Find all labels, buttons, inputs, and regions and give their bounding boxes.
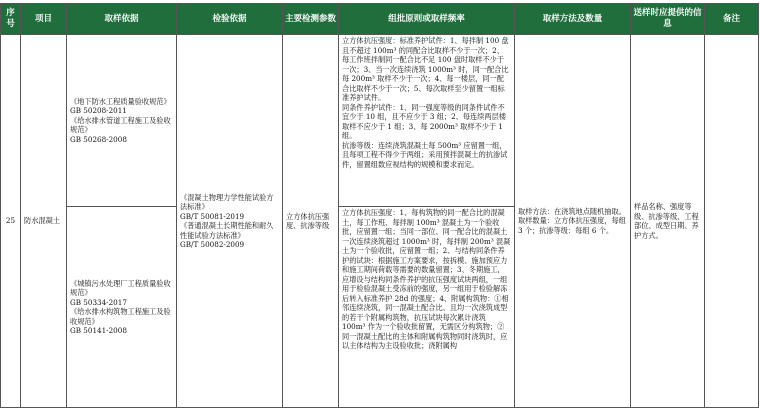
header-params: 主要检测参数 — [283, 4, 339, 35]
header-basis: 取样依据 — [67, 4, 177, 35]
basis-line: GB 50268-2008 — [70, 134, 127, 144]
basis-line: 《给水排水管道工程施工及验收规范》 — [70, 115, 171, 135]
principle-paragraph: 同条件养护试件：1、同一强度等级的同条件试件不宜少于 10 组，且不应少于 3 组；2、每连续两层楼取样不应少于 1 组；3、每 2000m³ 取样不少于 1 组。 — [342, 102, 506, 140]
method-cell — [515, 35, 631, 408]
principle-cell-top — [339, 35, 515, 207]
inspection-line: 《普通混凝土长期性能和耐久性能试验方法标准》 — [180, 221, 274, 240]
basis-line: GB 50141-2008 — [70, 326, 127, 335]
inspection-line: GB/T 50081-2019 — [180, 211, 245, 221]
seq-cell: 25 — [1, 35, 21, 408]
header-remark: 备注 — [705, 4, 759, 35]
method-line: 取样方法：在浇筑地点随机抽取。 — [518, 206, 626, 216]
principle-paragraph: 立方体抗压强度：标准养护试件：1、每拌制 100 盘且不超过 100m³ 的同配合比取样不少于一次；2、每工作班拌制同一配合比不足 100 盘时取样不少于一次；3、当一次连续浇筑 1000m³ 时，同一配合比每 200m³ 取样不少于一次；4、每一楼层，同一配合比取样不少于一次；5、每次取样至少留置一组标准养护试件。 — [342, 36, 509, 102]
header-inspection: 检验依据 — [177, 4, 283, 35]
basis-line: GB 50208-2011 — [70, 106, 127, 116]
basis-cell-top — [67, 35, 177, 207]
basis-line: GB 50334-2017 — [70, 297, 127, 307]
basis-cell-bottom — [67, 207, 177, 408]
inspection-line: GB/T 50082-2009 — [180, 240, 245, 249]
principle-paragraph: 立方体抗压强度：1、每构筑物的同一配合比的混凝土，每工作班、每拌制 100m³ 混凝土为一个验收批，应留置一组；当同一部位、同一配合比的混凝土一次连续浇筑超过 1000m³ 时，每拌制 200m³ 混凝土为一个验收批，应留置一组；2、与结构同条件养护的试块：根据施工方案要求，按拆模、施加预应力和施工期间荷载等需要的数量留置；3、冬期施工，应增设与结构同条件养护的抗压强度试块两组，一组用于检验混凝土受冻前的强度，另一组用于检验解冻后转入标准养护 28d 的强度；4、附属构筑物：①相邻连续浇筑，同一混凝土配合比、且均一次浇筑成型的若干个附属构筑物，抗压试块每次累计浇筑 100m³ 作为一个验收批留置，无需区分构筑物；②同一混凝土配比的主体和附属构筑物同时浇筑时，应以主体结构为主设验收批；浇附属构 — [342, 208, 511, 350]
inspection-cell — [177, 35, 283, 408]
basis-line: 《城镇污水处理厂工程质量验收规范》 — [70, 278, 171, 297]
method-line: 取样数量：立方体抗压强度，每组 3 个；抗渗等级：每组 6 个。 — [518, 216, 626, 235]
principle-cell-bottom — [339, 207, 515, 408]
inspection-line: 《混凝土物理力学性能试验方法标准》 — [180, 192, 274, 211]
header-info: 送样时应提供的信息 — [631, 4, 705, 35]
header-item: 项目 — [21, 4, 67, 35]
inspection-table — [0, 3, 759, 408]
header-seq: 序号 — [1, 4, 21, 35]
basis-line: 《给水排水构筑物工程施工及验收规范》 — [70, 307, 171, 326]
header-row — [1, 4, 759, 35]
table-row — [1, 35, 759, 207]
remark-cell — [705, 35, 759, 408]
info-cell: 样品名称、强度等级、抗渗等级、工程部位、成型日期、养护方式。 — [631, 35, 705, 408]
basis-line: 《地下防水工程质量验收规范》 — [70, 96, 171, 106]
header-principle: 组批原则或取样频率 — [339, 4, 515, 35]
header-method: 取样方法及数量 — [515, 4, 631, 35]
item-cell: 防水混凝土 — [21, 35, 67, 408]
params-cell: 立方体抗压强度、抗渗等级 — [283, 35, 339, 408]
principle-paragraph: 抗渗等级：连续浇筑混凝土每 500m³ 应留置一组，且每项工程不得少于两组；采用预拌混凝土的抗渗试件，留置组数应视结构的规模和要求而定。 — [342, 140, 508, 169]
